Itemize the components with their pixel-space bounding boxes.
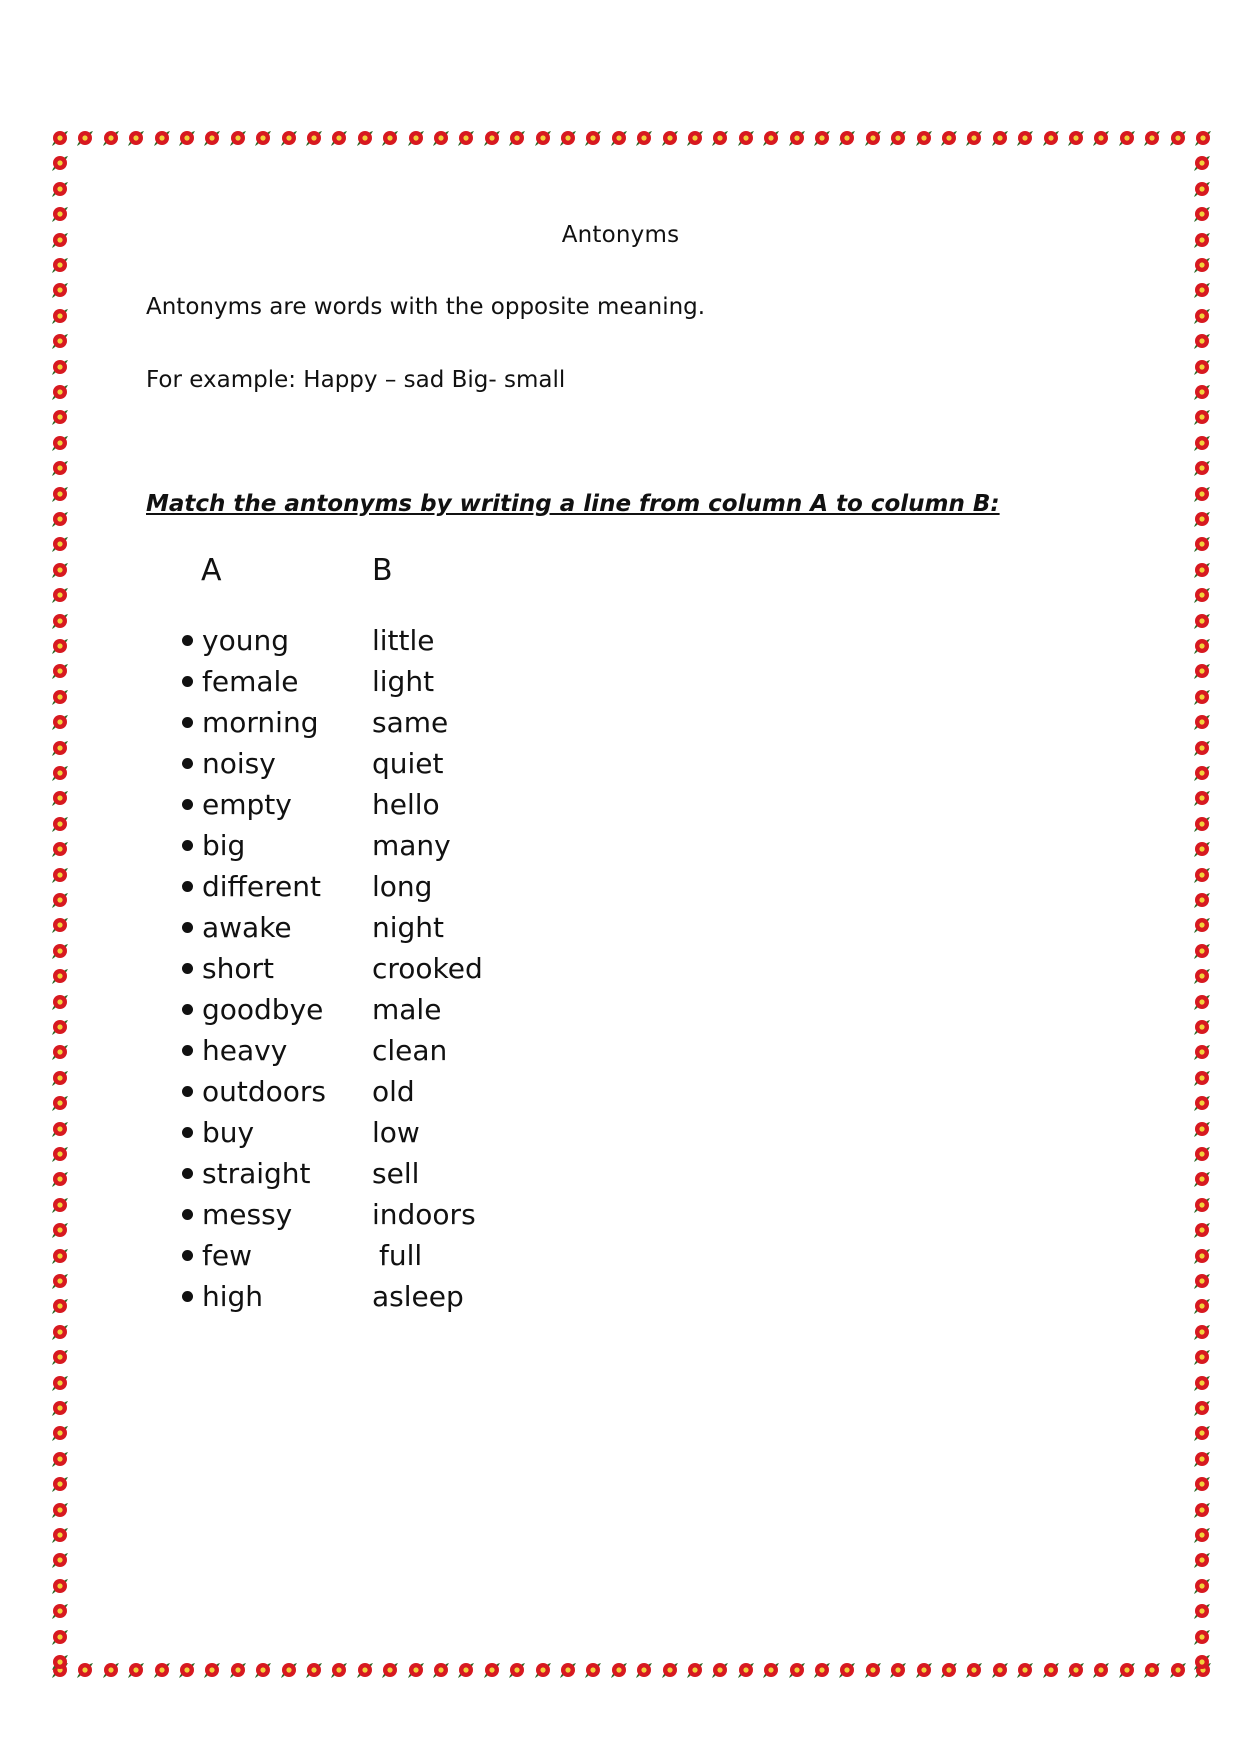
flower-icon <box>660 128 680 148</box>
flower-icon <box>75 1660 95 1680</box>
flower-icon <box>50 1449 70 1469</box>
flower-icon <box>50 306 70 326</box>
flower-icon <box>1192 509 1212 529</box>
example-text: For example: Happy – sad Big- small <box>146 367 566 393</box>
flower-icon <box>1192 1246 1212 1266</box>
column-b-word: many <box>372 829 451 862</box>
flower-icon <box>101 1660 121 1680</box>
flower-icon <box>1041 1660 1061 1680</box>
flower-icon <box>50 865 70 885</box>
bullet-icon <box>182 799 193 810</box>
flower-icon <box>1192 611 1212 631</box>
flower-icon <box>1192 382 1212 402</box>
flower-icon <box>50 179 70 199</box>
flower-icon <box>50 1347 70 1367</box>
flower-icon <box>685 128 705 148</box>
column-a-word: empty <box>202 788 292 821</box>
flower-icon <box>1192 534 1212 554</box>
flower-icon <box>431 1660 451 1680</box>
flower-icon <box>1192 941 1212 961</box>
flower-icon <box>50 1271 70 1291</box>
flower-icon <box>50 1373 70 1393</box>
flower-icon <box>50 1195 70 1215</box>
flower-icon <box>761 128 781 148</box>
flower-icon <box>177 128 197 148</box>
flower-icon <box>50 1398 70 1418</box>
flower-icon <box>1192 1500 1212 1520</box>
flower-icon <box>1192 484 1212 504</box>
flower-icon <box>50 560 70 580</box>
column-a-word: straight <box>202 1157 311 1190</box>
flower-icon <box>50 1144 70 1164</box>
column-b-word: indoors <box>372 1198 476 1231</box>
flower-icon <box>736 1660 756 1680</box>
column-a-word: female <box>202 665 299 698</box>
column-b-word: long <box>372 870 433 903</box>
flower-icon <box>1192 458 1212 478</box>
column-a-word: big <box>202 829 246 862</box>
flower-icon <box>1192 712 1212 732</box>
bullet-icon <box>182 1127 193 1138</box>
flower-icon <box>1192 1042 1212 1062</box>
flower-icon <box>380 128 400 148</box>
flower-icon <box>101 128 121 148</box>
bullet-icon <box>182 922 193 933</box>
flower-icon <box>1192 1144 1212 1164</box>
column-a-word: goodbye <box>202 993 324 1026</box>
flower-icon <box>279 1660 299 1680</box>
flower-icon <box>558 1660 578 1680</box>
flower-icon <box>533 1660 553 1680</box>
column-a-word: morning <box>202 706 319 739</box>
flower-icon <box>304 1660 324 1680</box>
flower-icon <box>482 128 502 148</box>
flower-icon <box>1066 1660 1086 1680</box>
bullet-icon <box>182 1291 193 1302</box>
flower-icon <box>990 1660 1010 1680</box>
flower-icon <box>609 128 629 148</box>
flower-icon <box>456 1660 476 1680</box>
flower-icon <box>50 763 70 783</box>
flower-icon <box>1192 153 1212 173</box>
flower-icon <box>939 1660 959 1680</box>
flower-icon <box>1192 1169 1212 1189</box>
column-b-word: sell <box>372 1157 420 1190</box>
flower-icon <box>50 1627 70 1647</box>
flower-icon <box>1192 1423 1212 1443</box>
flower-icon <box>50 915 70 935</box>
flower-icon <box>50 255 70 275</box>
bullet-icon <box>182 1168 193 1179</box>
flower-icon <box>1192 865 1212 885</box>
flower-icon <box>1193 128 1213 148</box>
flower-icon <box>837 128 857 148</box>
flower-icon <box>990 128 1010 148</box>
column-a-word: few <box>202 1239 252 1272</box>
bullet-icon <box>182 1250 193 1261</box>
column-b-word: same <box>372 706 449 739</box>
flower-icon <box>431 128 451 148</box>
flower-icon <box>50 1169 70 1189</box>
flower-icon <box>787 1660 807 1680</box>
column-a-word: heavy <box>202 1034 288 1067</box>
flower-icon <box>533 128 553 148</box>
flower-icon <box>1192 1017 1212 1037</box>
flower-icon <box>50 509 70 529</box>
flower-icon <box>964 128 984 148</box>
flower-icon <box>50 941 70 961</box>
flower-icon <box>329 1660 349 1680</box>
flower-icon <box>1192 407 1212 427</box>
flower-icon <box>482 1660 502 1680</box>
flower-icon <box>1192 788 1212 808</box>
flower-icon <box>50 153 70 173</box>
flower-icon <box>1041 128 1061 148</box>
column-a-word: outdoors <box>202 1075 326 1108</box>
flower-icon <box>50 1246 70 1266</box>
bullet-icon <box>182 1209 193 1220</box>
column-a-header: A <box>201 553 222 588</box>
flower-icon <box>1192 915 1212 935</box>
flower-icon <box>1091 128 1111 148</box>
column-b-word: full <box>379 1239 423 1272</box>
flower-icon <box>1192 1220 1212 1240</box>
flower-icon <box>1015 128 1035 148</box>
flower-icon <box>914 1660 934 1680</box>
flower-icon <box>253 128 273 148</box>
flower-icon <box>1142 128 1162 148</box>
flower-icon <box>50 280 70 300</box>
flower-icon <box>1192 1373 1212 1393</box>
flower-icon <box>456 128 476 148</box>
page-title <box>0 222 1241 248</box>
column-b-word: night <box>372 911 445 944</box>
flower-icon <box>1192 687 1212 707</box>
flower-icon <box>279 128 299 148</box>
column-b-header: B <box>372 553 393 588</box>
flower-icon <box>50 458 70 478</box>
flower-icon <box>1192 992 1212 1012</box>
flower-icon <box>761 1660 781 1680</box>
column-b-word: light <box>372 665 435 698</box>
flower-icon <box>50 204 70 224</box>
flower-icon <box>50 1423 70 1443</box>
flower-icon <box>50 1220 70 1240</box>
column-a-word: young <box>202 624 289 657</box>
flower-icon <box>507 128 527 148</box>
bullet-icon <box>182 635 193 646</box>
flower-icon <box>329 128 349 148</box>
flower-icon <box>152 1660 172 1680</box>
flower-icon <box>1192 1271 1212 1291</box>
flower-icon <box>50 687 70 707</box>
flower-icon <box>1168 128 1188 148</box>
flower-icon <box>50 1652 70 1672</box>
flower-icon <box>50 1322 70 1342</box>
flower-icon <box>50 992 70 1012</box>
flower-icon <box>50 1525 70 1545</box>
flower-icon <box>583 128 603 148</box>
flower-icon <box>50 1474 70 1494</box>
flower-icon <box>1192 1119 1212 1139</box>
flower-icon <box>50 839 70 859</box>
flower-icon <box>1192 179 1212 199</box>
column-b-word: male <box>372 993 442 1026</box>
flower-icon <box>1192 1576 1212 1596</box>
flower-icon <box>583 1660 603 1680</box>
column-a-word: buy <box>202 1116 255 1149</box>
flower-icon <box>50 357 70 377</box>
bullet-icon <box>182 840 193 851</box>
flower-icon <box>50 814 70 834</box>
flower-icon <box>1192 1601 1212 1621</box>
flower-icon <box>1192 1627 1212 1647</box>
column-b-word: old <box>372 1075 415 1108</box>
flower-icon <box>406 1660 426 1680</box>
column-b-word: hello <box>372 788 440 821</box>
bullet-icon <box>182 881 193 892</box>
column-b-word: asleep <box>372 1280 464 1313</box>
flower-icon <box>50 712 70 732</box>
flower-icon <box>50 1601 70 1621</box>
flower-icon <box>1192 1449 1212 1469</box>
bullet-icon <box>182 717 193 728</box>
flower-icon <box>1192 1195 1212 1215</box>
bullet-icon <box>182 963 193 974</box>
flower-icon <box>1192 331 1212 351</box>
flower-icon <box>812 128 832 148</box>
column-b-word: clean <box>372 1034 448 1067</box>
flower-icon <box>1192 1398 1212 1418</box>
flower-icon <box>50 636 70 656</box>
column-b-word: low <box>372 1116 420 1149</box>
bullet-icon <box>182 758 193 769</box>
flower-icon <box>888 128 908 148</box>
flower-icon <box>1192 738 1212 758</box>
flower-icon <box>964 1660 984 1680</box>
column-a-word: awake <box>202 911 292 944</box>
flower-icon <box>1192 1347 1212 1367</box>
flower-icon <box>634 128 654 148</box>
flower-icon <box>1192 280 1212 300</box>
flower-icon <box>50 1550 70 1570</box>
flower-icon <box>1192 814 1212 834</box>
flower-icon <box>152 128 172 148</box>
flower-icon <box>660 1660 680 1680</box>
flower-icon <box>1117 128 1137 148</box>
flower-icon <box>1192 585 1212 605</box>
flower-icon <box>50 1119 70 1139</box>
flower-icon <box>1192 636 1212 656</box>
flower-icon <box>634 1660 654 1680</box>
flower-icon <box>50 534 70 554</box>
flower-icon <box>685 1660 705 1680</box>
flower-icon <box>50 966 70 986</box>
flower-icon <box>380 1660 400 1680</box>
flower-icon <box>1192 306 1212 326</box>
flower-icon <box>1192 204 1212 224</box>
flower-icon <box>50 1042 70 1062</box>
flower-icon <box>736 128 756 148</box>
flower-icon <box>304 128 324 148</box>
column-a-word: different <box>202 870 321 903</box>
flower-icon <box>177 1660 197 1680</box>
flower-icon <box>1192 560 1212 580</box>
flower-icon <box>507 1660 527 1680</box>
flower-icon <box>50 1017 70 1037</box>
flower-icon <box>1192 763 1212 783</box>
bullet-icon <box>182 1086 193 1097</box>
flower-icon <box>1192 890 1212 910</box>
flower-icon <box>1192 966 1212 986</box>
flower-icon <box>355 128 375 148</box>
column-a-word: high <box>202 1280 264 1313</box>
flower-icon <box>1192 1474 1212 1494</box>
flower-icon <box>50 1500 70 1520</box>
flower-icon <box>1192 433 1212 453</box>
flower-icon <box>1066 128 1086 148</box>
flower-icon <box>1192 661 1212 681</box>
flower-icon <box>50 611 70 631</box>
flower-icon <box>50 331 70 351</box>
instruction-text: Match the antonyms by writing a line from column A to column B: <box>146 491 1000 517</box>
flower-icon <box>1142 1660 1162 1680</box>
flower-icon <box>50 788 70 808</box>
flower-icon <box>126 1660 146 1680</box>
flower-icon <box>50 128 70 148</box>
flower-icon <box>50 661 70 681</box>
title-text: Antonyms <box>561 222 680 248</box>
flower-icon <box>253 1660 273 1680</box>
bullet-icon <box>182 1045 193 1056</box>
column-a-word: short <box>202 952 274 985</box>
column-b-word: little <box>372 624 435 657</box>
flower-icon <box>812 1660 832 1680</box>
flower-icon <box>1168 1660 1188 1680</box>
flower-icon <box>406 128 426 148</box>
definition-text: Antonyms are words with the opposite meaning. <box>146 294 706 320</box>
bullet-icon <box>182 1004 193 1015</box>
flower-icon <box>1117 1660 1137 1680</box>
column-b-word: crooked <box>372 952 483 985</box>
flower-icon <box>202 128 222 148</box>
flower-icon <box>710 128 730 148</box>
flower-icon <box>710 1660 730 1680</box>
flower-icon <box>1015 1660 1035 1680</box>
flower-icon <box>863 128 883 148</box>
flower-icon <box>914 128 934 148</box>
flower-icon <box>558 128 578 148</box>
flower-icon <box>1192 255 1212 275</box>
flower-icon <box>1192 1322 1212 1342</box>
flower-icon <box>228 1660 248 1680</box>
flower-icon <box>1192 1296 1212 1316</box>
flower-icon <box>1192 1068 1212 1088</box>
column-b-word: quiet <box>372 747 444 780</box>
flower-icon <box>1192 1093 1212 1113</box>
flower-icon <box>837 1660 857 1680</box>
flower-icon <box>50 738 70 758</box>
flower-icon <box>75 128 95 148</box>
flower-icon <box>1091 1660 1111 1680</box>
bullet-icon <box>182 676 193 687</box>
flower-icon <box>50 407 70 427</box>
flower-icon <box>50 433 70 453</box>
flower-icon <box>888 1660 908 1680</box>
flower-icon <box>50 484 70 504</box>
flower-icon <box>126 128 146 148</box>
flower-icon <box>355 1660 375 1680</box>
flower-icon <box>228 128 248 148</box>
column-a-word: noisy <box>202 747 276 780</box>
flower-icon <box>50 890 70 910</box>
flower-icon <box>1192 839 1212 859</box>
flower-icon <box>50 1296 70 1316</box>
flower-icon <box>939 128 959 148</box>
flower-icon <box>50 585 70 605</box>
flower-icon <box>50 1093 70 1113</box>
flower-icon <box>1192 1525 1212 1545</box>
flower-icon <box>202 1660 222 1680</box>
flower-icon <box>1192 357 1212 377</box>
flower-icon <box>787 128 807 148</box>
flower-icon <box>1192 1550 1212 1570</box>
flower-icon <box>50 1576 70 1596</box>
flower-icon <box>863 1660 883 1680</box>
column-a-word: messy <box>202 1198 293 1231</box>
flower-icon <box>1192 1652 1212 1672</box>
flower-icon <box>50 1068 70 1088</box>
flower-icon <box>609 1660 629 1680</box>
flower-icon <box>50 382 70 402</box>
